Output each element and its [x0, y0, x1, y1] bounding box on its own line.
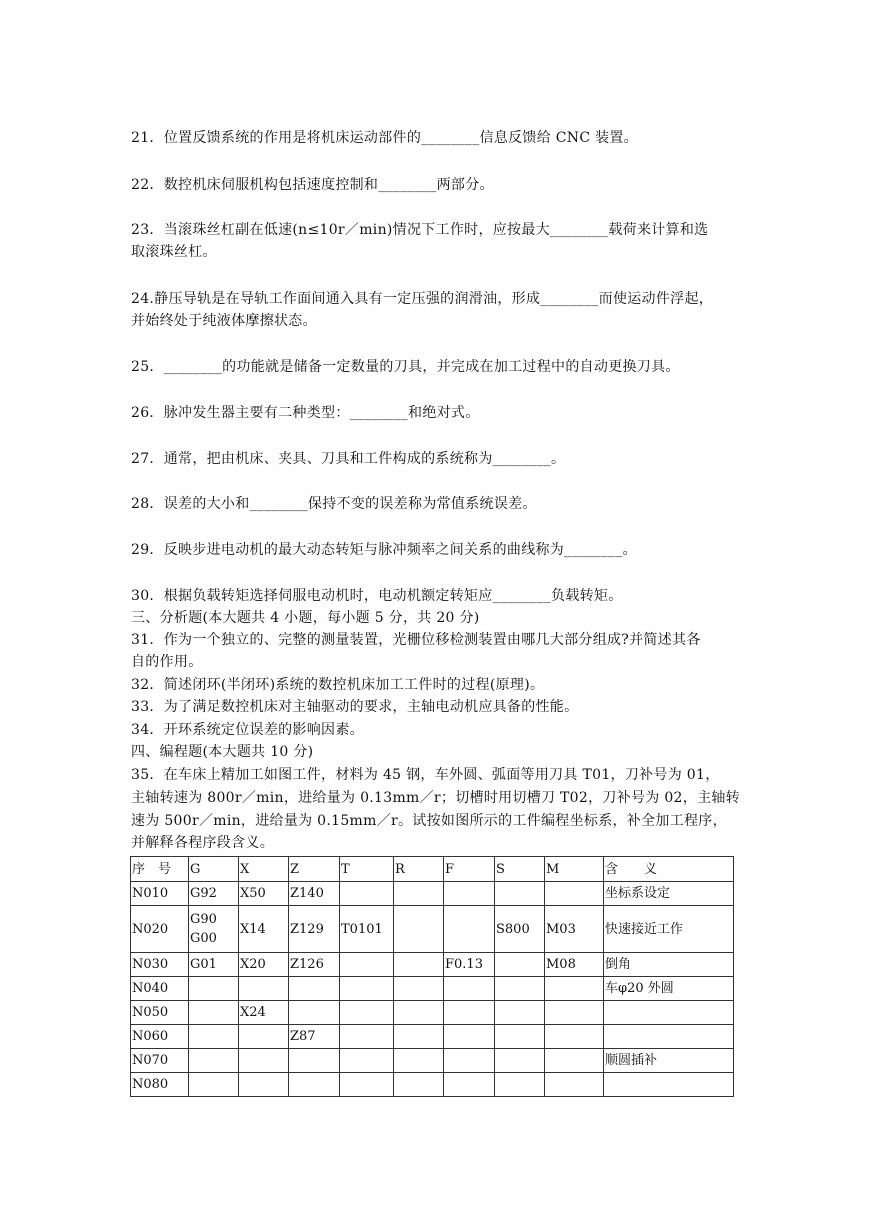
table-cell: 倒角: [604, 953, 734, 977]
table-cell: [495, 977, 545, 1001]
table-cell: [189, 977, 239, 1001]
table-cell: [239, 977, 289, 1001]
question-29: 29．反映步进电动机的最大动态转矩与脉冲频率之间关系的曲线称为________。: [131, 542, 637, 558]
table-cell: G92: [189, 882, 239, 906]
table-cell: [189, 1001, 239, 1025]
table-cell: [444, 882, 495, 906]
table-cell: [189, 1049, 239, 1073]
header-cell: G: [189, 857, 239, 882]
table-cell: [444, 906, 495, 953]
table-cell: [444, 1049, 495, 1073]
table-cell: N060: [131, 1025, 189, 1049]
question-35-cont-1: 主轴转速为 800r／min，进给量为 0.13mm／r；切槽时用切槽刀 T02，刀补号为 02，主轴转: [131, 790, 740, 806]
table-cell: N070: [131, 1049, 189, 1073]
table-cell: [444, 1001, 495, 1025]
table-row: [131, 882, 734, 906]
section-heading-analysis: 三、分析题(本大题共 4 小题，每小题 5 分，共 20 分): [131, 610, 480, 626]
table-cell: [545, 1025, 604, 1049]
table-cell: [394, 1073, 444, 1097]
table-cell: 顺圆插补: [604, 1049, 734, 1073]
table-cell: Z140: [289, 882, 340, 906]
table-cell: [289, 1073, 340, 1097]
table-cell: M03: [545, 906, 604, 953]
table-cell: [340, 882, 394, 906]
header-cell: M: [545, 857, 604, 882]
table-cell: N040: [131, 977, 189, 1001]
table-header-row: [131, 857, 734, 882]
table-cell: X20: [239, 953, 289, 977]
header-cell: R: [394, 857, 444, 882]
table-cell: X50: [239, 882, 289, 906]
table-cell: [495, 1049, 545, 1073]
question-24-cont: 并始终处于纯液体摩擦状态。: [131, 313, 317, 329]
question-31-cont: 自的作用。: [131, 654, 203, 670]
table-cell: [340, 953, 394, 977]
header-cell: X: [239, 857, 289, 882]
header-cell: S: [495, 857, 545, 882]
question-33: 33．为了满足数控机床对主轴驱动的要求，主轴电动机应具备的性能。: [131, 699, 579, 715]
question-26: 26．脉冲发生器主要有二种类型：________和绝对式。: [131, 405, 480, 421]
table-cell: 坐标系设定: [604, 882, 734, 906]
question-30: 30．根据负载转矩选择伺服电动机时，电动机额定转矩应________负载转矩。: [131, 588, 623, 604]
question-35-cont-2: 速为 500r／min，进给量为 0.15mm／r。试按如图所示的工件编程坐标系，补全加工程序，: [131, 813, 727, 829]
table-cell: [340, 1049, 394, 1073]
header-cell: F: [444, 857, 495, 882]
question-28: 28．误差的大小和________保持不变的误差称为常值系统误差。: [131, 496, 537, 512]
table-cell: X24: [239, 1001, 289, 1025]
table-cell: Z126: [289, 953, 340, 977]
table-cell: [604, 1025, 734, 1049]
program-table: [130, 856, 734, 1097]
question-24: 24.静压导轨是在导轨工作面间通入具有一定压强的润滑油，形成________而使运动件浮起，: [131, 291, 714, 307]
question-21: 21．位置反馈系统的作用是将机床运动部件的________信息反馈给 CNC 装置。: [131, 130, 638, 146]
table-cell: [444, 977, 495, 1001]
table-cell: N010: [131, 882, 189, 906]
table-cell: [239, 1073, 289, 1097]
question-34: 34．开环系统定位误差的影响因素。: [131, 722, 364, 738]
table-cell: [340, 1001, 394, 1025]
table-row: [131, 1001, 734, 1025]
table-cell: [545, 1073, 604, 1097]
table-cell: Z129: [289, 906, 340, 953]
table-cell: [545, 1001, 604, 1025]
table-cell: [239, 1049, 289, 1073]
table-cell: [444, 1073, 495, 1097]
table-cell: [604, 1073, 734, 1097]
table-cell: [394, 1049, 444, 1073]
table-cell: T0101: [340, 906, 394, 953]
question-27: 27．通常，把由机床、夹具、刀具和工件构成的系统称为________。: [131, 451, 566, 467]
table-cell: [394, 906, 444, 953]
table-cell: [394, 953, 444, 977]
question-23-cont: 取滚珠丝杠。: [131, 244, 217, 260]
table-cell: [444, 1025, 495, 1049]
table-cell: [289, 977, 340, 1001]
table-cell: [495, 1001, 545, 1025]
table-cell: [604, 1001, 734, 1025]
table-row: [131, 953, 734, 977]
table-row: [131, 1073, 734, 1097]
table-cell: 车φ20 外圆: [604, 977, 734, 1001]
table-cell: M08: [545, 953, 604, 977]
table-cell: [189, 1025, 239, 1049]
table-cell: F0.13: [444, 953, 495, 977]
table-cell: [495, 1073, 545, 1097]
question-35-cont-3: 并解释各程序段含义。: [131, 835, 274, 851]
table-cell: [289, 1001, 340, 1025]
table-cell: [394, 882, 444, 906]
table-cell: X14: [239, 906, 289, 953]
header-cell: 含 义: [604, 857, 734, 882]
table-cell: N030: [131, 953, 189, 977]
question-22: 22．数控机床伺服机构包括速度控制和________两部分。: [131, 177, 494, 193]
table-cell: N080: [131, 1073, 189, 1097]
table-cell: [239, 1025, 289, 1049]
table-cell: G90 G00: [189, 906, 239, 953]
table-cell: [340, 977, 394, 1001]
question-23: 23．当滚珠丝杠副在低速(n≤10r／min)情况下工作时，应按最大________载荷来计算和选: [131, 222, 709, 238]
section-heading-programming: 四、编程题(本大题共 10 分): [131, 744, 314, 760]
table-cell: [394, 1025, 444, 1049]
table-row: [131, 1025, 734, 1049]
table-cell: [545, 1049, 604, 1073]
question-31: 31．作为一个独立的、完整的测量装置，光栅位移检测装置由哪几大部分组成?并简述其各: [131, 632, 701, 648]
table-cell: [545, 882, 604, 906]
table-cell: [495, 1025, 545, 1049]
question-25: 25．________的功能就是储备一定数量的刀具，并完成在加工过程中的自动更换刀具。: [131, 359, 680, 375]
table-cell: [189, 1073, 239, 1097]
table-cell: [545, 977, 604, 1001]
table-cell: [394, 977, 444, 1001]
table-cell: [289, 1049, 340, 1073]
table-cell: [394, 1001, 444, 1025]
header-cell: 序 号: [131, 857, 189, 882]
header-cell: Z: [289, 857, 340, 882]
table-cell: [495, 882, 545, 906]
question-35: 35．在车床上精加工如图工件，材料为 45 钢，车外圆、弧面等用刀具 T01，刀补号为 01，: [131, 767, 720, 783]
table-cell: [340, 1073, 394, 1097]
table-cell: N050: [131, 1001, 189, 1025]
table-row: [131, 1049, 734, 1073]
header-cell: T: [340, 857, 394, 882]
table-cell: Z87: [289, 1025, 340, 1049]
table-row: [131, 977, 734, 1001]
table-cell: 快速接近工作: [604, 906, 734, 953]
table-cell: [340, 1025, 394, 1049]
table-cell: G01: [189, 953, 239, 977]
question-32: 32．简述闭环(半闭环)系统的数控机床加工工件时的过程(原理)。: [131, 677, 545, 693]
table-row: [131, 906, 734, 953]
table-cell: [495, 953, 545, 977]
table-cell: S800: [495, 906, 545, 953]
table-cell: N020: [131, 906, 189, 953]
